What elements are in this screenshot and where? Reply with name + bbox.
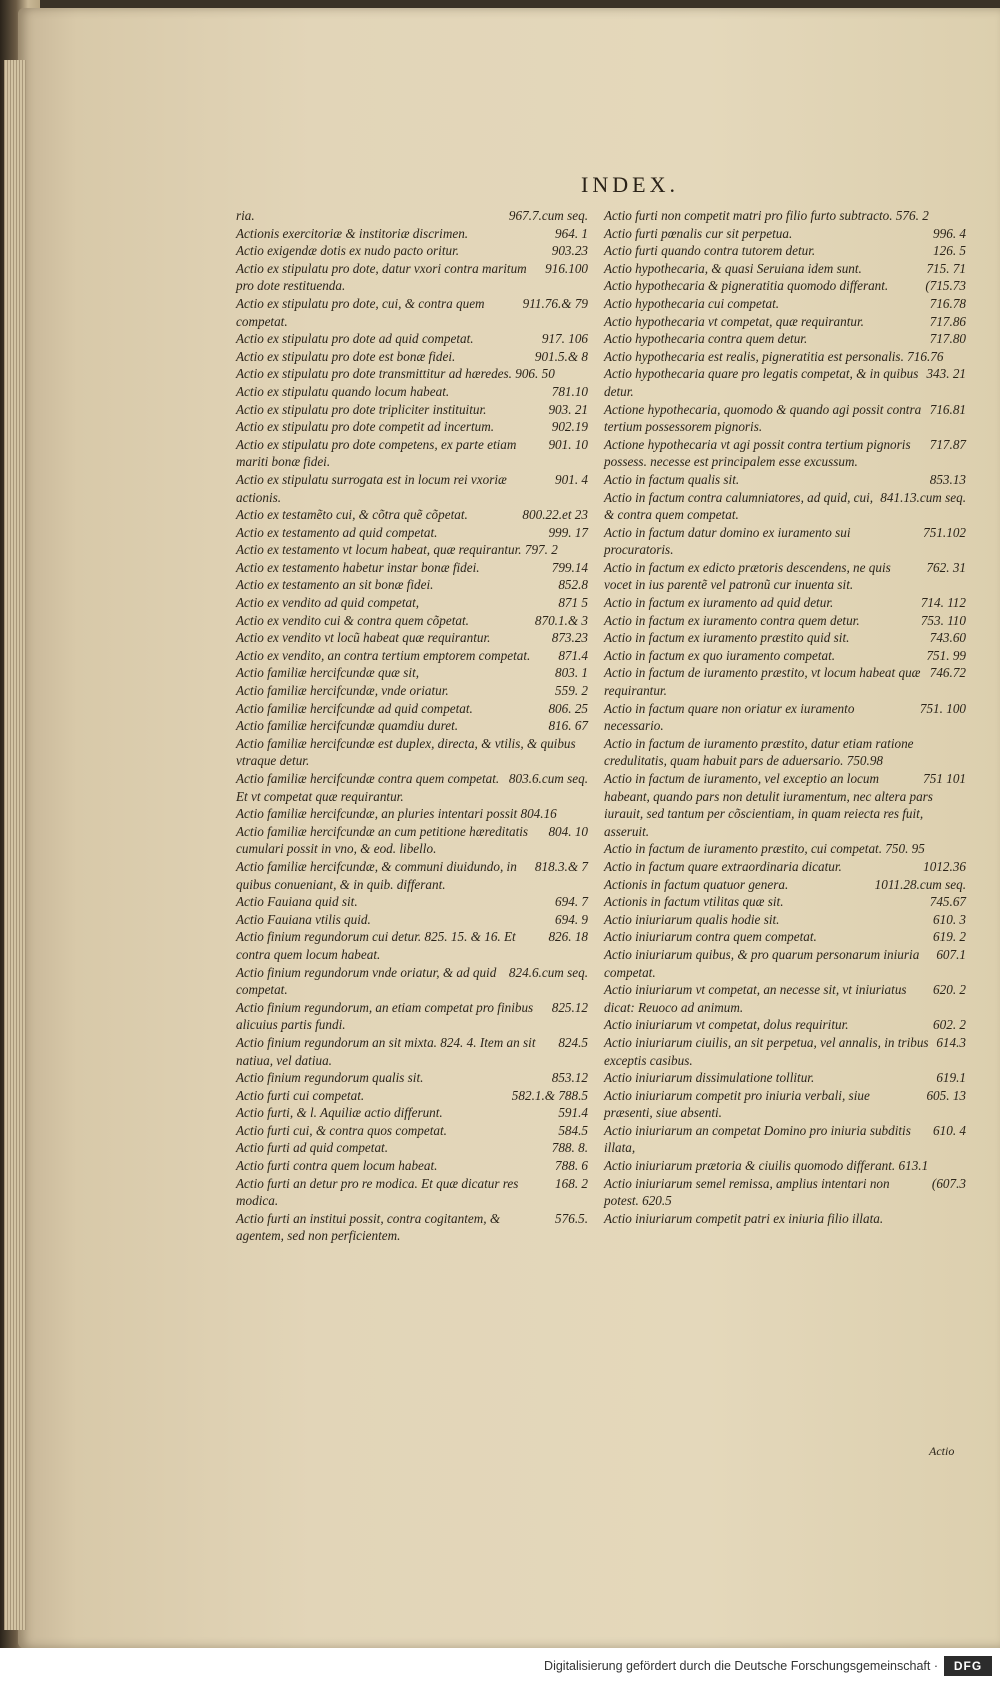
entry-text: Actione hypothecaria, quomodo & quando agi possit contra tertium possessorem pignoris.	[604, 401, 922, 435]
entry-text: Actio iniuriarum dissimulatione tollitur.	[604, 1070, 815, 1086]
entry-text: Actio furti pœnalis cur sit perpetua.	[604, 225, 793, 241]
index-entry	[236, 348, 588, 366]
index-entry	[604, 664, 966, 699]
index-entry	[604, 1210, 966, 1228]
index-entry	[236, 401, 588, 419]
index-entry	[604, 876, 966, 894]
index-entry	[236, 418, 588, 436]
entry-text: Actio ex stipulatu pro dote, cui, & contra quem competat.	[236, 295, 485, 329]
entry-reference: 745.67	[929, 894, 966, 910]
index-entry	[604, 489, 966, 524]
index-entry	[236, 295, 588, 330]
index-entry	[236, 735, 588, 770]
index-entry	[604, 295, 966, 313]
entry-reference: 871.4	[558, 647, 588, 663]
entry-reference: 619.1	[936, 1070, 966, 1086]
entry-reference: 916.100	[545, 260, 588, 276]
entry-reference: 610. 3	[933, 911, 966, 927]
index-entry	[236, 383, 588, 401]
page-stack-edge	[4, 60, 26, 1630]
entry-text: Actio familiæ hercifcundæ quamdiu duret.	[236, 718, 459, 734]
index-entry	[236, 629, 588, 647]
entry-text: Actio Fauiana vtilis quid.	[236, 911, 371, 927]
entry-text: Actio hypothecaria & pigneratitia quomodo differant.	[604, 278, 889, 294]
index-entry	[236, 1034, 588, 1069]
index-entry	[236, 911, 588, 929]
index-entry	[236, 260, 588, 295]
entry-text: Actio ex stipulatu quando locum habeat.	[236, 383, 450, 399]
entry-text: Actio ex vendito cui & contra quem cõpetat.	[236, 612, 469, 628]
index-entry	[236, 1157, 588, 1175]
entry-reference: 168. 2	[555, 1175, 588, 1191]
index-entry	[604, 524, 966, 559]
index-entry	[236, 893, 588, 911]
entry-reference: 126. 5	[933, 243, 966, 259]
entry-text: Actio ex vendito ad quid competat,	[236, 595, 420, 611]
entry-reference: 605. 13	[926, 1087, 966, 1103]
entry-text: Actio ex vendito vt locũ habeat quæ requirantur.	[236, 630, 491, 646]
index-entry	[236, 717, 588, 735]
entry-text: Actio hypothecaria est realis, pigneratitia est personalis. 716.76	[604, 348, 944, 364]
entry-text: Actio familiæ hercifcundæ contra quem competat. Et vt competat quæ requirantur.	[236, 771, 500, 804]
entry-text: Actio ex testamẽto cui, & cõtra quẽ cõpetat.	[236, 507, 468, 523]
entry-reference: 852.8	[558, 577, 588, 593]
entry-text: Actio ex stipulatu pro dote tripliciter instituitur.	[236, 401, 487, 417]
entry-reference: 762. 31	[926, 559, 966, 575]
index-entry	[236, 1210, 588, 1245]
right-index-column	[604, 207, 966, 1227]
entry-text: Actio hypothecaria cui competat.	[604, 295, 780, 311]
index-entry	[236, 242, 588, 260]
entry-text: Actio iniuriarum prætoria & ciuilis quomodo differant. 613.1	[604, 1158, 929, 1174]
left-index-column	[236, 207, 588, 1245]
entry-text: Actio familiæ hercifcundæ ad quid competat.	[236, 700, 473, 716]
index-entry	[236, 225, 588, 243]
entry-text: Actio ex stipulatu pro dote transmittitur ad hæredes. 906. 50	[236, 366, 555, 382]
entry-reference: 619. 2	[933, 929, 966, 945]
entry-text: Actio familiæ hercifcundæ, & communi diuidundo, in quibus conueniant, & in quib. differant.	[236, 858, 517, 892]
index-entry	[236, 823, 588, 858]
index-entry	[236, 524, 588, 542]
entry-text: Actionis in factum vtilitas quæ sit.	[604, 894, 784, 910]
entry-text: Actio ex testamento vt locum habeat, quæ requirantur. 797. 2	[236, 542, 558, 558]
entry-reference: 582.1.& 788.5	[511, 1087, 588, 1103]
entry-text: Actio iniuriarum ciuilis, an sit perpetua, vel annalis, in tribus exceptis casibus.	[604, 1034, 929, 1068]
index-entry	[604, 348, 966, 366]
entry-text: Actio ex stipulatu pro dote competit ad incertum.	[236, 419, 495, 435]
entry-reference: 799.14	[551, 559, 588, 575]
entry-reference: 870.1.& 3	[534, 612, 588, 628]
index-entry	[236, 436, 588, 471]
entry-text: Actio in factum ex iuramento ad quid detur.	[604, 595, 834, 611]
entry-text: Actio ex testamento an sit bonæ fidei.	[236, 577, 434, 593]
entry-text: Actio iniuriarum an competat Domino pro iniuria subditis illata,	[604, 1122, 911, 1156]
entry-text: Actio familiæ hercifcundæ quæ sit,	[236, 665, 420, 681]
index-entry	[604, 313, 966, 331]
index-entry	[236, 541, 588, 559]
entry-reference: 803. 1	[555, 665, 588, 681]
index-entry	[604, 840, 966, 858]
index-entry	[604, 1069, 966, 1087]
entry-text: Actio familiæ hercifcundæ, vnde oriatur.	[236, 683, 449, 699]
entry-reference: 343. 21	[926, 366, 966, 382]
entry-text: Actio iniuriarum vt competat, dolus requiritur.	[604, 1017, 849, 1033]
entry-text: Actionis exercitoriæ & institoriæ discrimen.	[236, 225, 469, 241]
entry-reference: 714. 112	[920, 595, 966, 611]
entry-reference: 591.4	[558, 1105, 588, 1121]
entry-reference: 1012.36	[923, 858, 966, 874]
entry-text: Actio in factum ex quo iuramento competat.	[604, 647, 836, 663]
index-entry	[604, 981, 966, 1016]
entry-text: Actio ex stipulatu pro dote est bonæ fidei.	[236, 348, 456, 364]
entry-reference: 753. 110	[920, 612, 966, 628]
index-entry	[236, 207, 588, 225]
entry-text: Actio iniuriarum contra quem competat.	[604, 929, 817, 945]
entry-text: Actio finium regundorum vnde oriatur, & ad quid competat.	[236, 964, 497, 998]
entry-text: Actio Fauiana quid sit.	[236, 894, 358, 910]
entry-reference: 804. 10	[548, 823, 588, 839]
entry-reference: 610. 4	[933, 1122, 966, 1138]
index-entry	[604, 1016, 966, 1034]
index-entry	[604, 1087, 966, 1122]
entry-text: Actio hypothecaria, & quasi Seruiana idem sunt.	[604, 260, 862, 276]
index-entry	[236, 471, 588, 506]
entry-reference: 559. 2	[555, 683, 588, 699]
index-entry	[604, 225, 966, 243]
entry-reference: 871 5	[558, 595, 588, 611]
index-entry	[604, 770, 966, 840]
entry-reference: 716.78	[929, 295, 966, 311]
index-entry	[604, 700, 966, 735]
entry-reference: 902.19	[551, 419, 588, 435]
index-entry	[604, 1034, 966, 1069]
entry-text: Actio finium regundorum, an etiam competat pro finibus alicuius partis fundi.	[236, 999, 534, 1033]
entry-reference: 803.6.cum seq.	[508, 771, 588, 786]
index-entry	[604, 612, 966, 630]
entry-reference: 716.81	[929, 401, 966, 417]
index-entry	[236, 559, 588, 577]
entry-reference: 873.23	[551, 630, 588, 646]
index-entry	[236, 1104, 588, 1122]
entry-reference: 903. 21	[548, 401, 588, 417]
entry-text: Actio furti an institui possit, contra cogitantem, & agentem, sed non perficientem.	[236, 1210, 501, 1244]
catchword: Actio	[929, 1444, 955, 1458]
entry-reference: 825.12	[551, 999, 588, 1015]
entry-reference: 999. 17	[548, 524, 588, 540]
index-entry	[604, 946, 966, 981]
entry-reference: 746.72	[929, 665, 966, 681]
entry-reference: 788. 8.	[551, 1140, 588, 1156]
entry-reference: 717.80	[929, 331, 966, 347]
entry-text: Actio in factum ex iuramento contra quem detur.	[604, 612, 860, 628]
entry-text: Actio in factum contra calumniatores, ad quid, cui, & contra quem competat.	[604, 489, 874, 523]
index-entry	[236, 858, 588, 893]
entry-reference: (607.3	[931, 1175, 966, 1191]
entry-reference: 751.102	[923, 524, 966, 540]
entry-reference: 788. 6	[555, 1158, 588, 1174]
entry-text: Actio familiæ hercifcundæ, an pluries intentari possit 804.16	[236, 806, 557, 822]
entry-reference: 967.7.cum seq.	[508, 208, 588, 223]
entry-text: Actio hypothecaria quare pro legatis competat, & in quibus detur.	[604, 366, 919, 399]
index-entry	[604, 1157, 966, 1175]
entry-text: Actio in factum ex iuramento præstito quid sit.	[604, 630, 850, 646]
index-entry	[604, 471, 966, 489]
entry-reference: 964. 1	[555, 225, 588, 241]
entry-text: Actio familiæ hercifcundæ est duplex, directa, & vtilis, & quibus vtraque detur.	[236, 735, 576, 769]
entry-reference: 781.10	[551, 383, 588, 399]
entry-text: Actio in factum quare non oriatur ex iuramento necessario.	[604, 700, 855, 734]
entry-reference: 743.60	[929, 630, 966, 646]
index-entry	[604, 1122, 966, 1157]
index-entry	[604, 401, 966, 436]
index-entry	[236, 1069, 588, 1087]
entry-reference: 751. 99	[926, 647, 966, 663]
entry-text: Actio iniuriarum quibus, & pro quarum personarum iniuria competat.	[604, 946, 920, 980]
entry-reference: 717.87	[929, 436, 966, 452]
entry-text: Actio hypothecaria contra quem detur.	[604, 331, 808, 347]
entry-reference: 806. 25	[548, 700, 588, 716]
entry-text: Actio familiæ hercifcundæ an cum petitione hæreditatis cumulari possit in vno, & eod. libello.	[236, 823, 529, 857]
entry-text: Actio in factum de iuramento præstito, vt locum habeat quæ requirantur.	[604, 665, 921, 699]
entry-reference: 584.5	[558, 1122, 588, 1138]
index-entry	[604, 242, 966, 260]
entry-reference: 715. 71	[926, 260, 966, 276]
entry-reference: 911.76.& 79	[522, 295, 588, 311]
index-entry	[236, 506, 588, 524]
entry-reference: 751. 100	[919, 700, 966, 716]
index-entry	[236, 1139, 588, 1157]
entry-text: Actio in factum qualis sit.	[604, 471, 740, 487]
index-entry	[236, 594, 588, 612]
index-entry	[604, 260, 966, 278]
index-entry	[236, 682, 588, 700]
entry-text: Actio in factum quare extraordinaria dicatur.	[604, 858, 842, 874]
entry-text: Actio ex stipulatu surrogata est in locum rei vxoriæ actionis.	[236, 471, 507, 505]
entry-text: Actio finium regundorum an sit mixta. 824. 4. Item an sit natiua, vel datiua.	[236, 1034, 536, 1068]
entry-reference: 824.6.cum seq.	[508, 964, 588, 980]
entry-text: Actio furti quando contra tutorem detur.	[604, 243, 816, 259]
entry-reference: 620. 2	[933, 982, 966, 998]
entry-reference: 694. 9	[555, 911, 588, 927]
index-entry	[236, 576, 588, 594]
index-entry	[604, 436, 966, 471]
entry-text: Actio ex vendito, an contra tertium emptorem competat.	[236, 647, 531, 663]
dfg-logo: DFG	[944, 1656, 992, 1676]
entry-text: Actio furti non competit matri pro filio furto subtracto. 576. 2	[604, 208, 929, 223]
entry-reference: 800.22.et 23	[522, 507, 588, 523]
entry-reference: 694. 7	[555, 894, 588, 910]
index-entry	[604, 330, 966, 348]
index-entry	[604, 735, 966, 770]
entry-text: ria.	[236, 208, 255, 223]
index-entry	[236, 647, 588, 665]
index-entry	[236, 664, 588, 682]
entry-text: Actio in factum de iuramento præstito, datur etiam ratione credulitatis, quam habuit pars de aduersario. 750.98	[604, 735, 914, 769]
entry-reference: 1011.28.cum seq.	[874, 876, 966, 892]
entry-text: Actio furti contra quem locum habeat.	[236, 1158, 438, 1174]
index-entry	[604, 1175, 966, 1210]
index-entry	[236, 1175, 588, 1210]
entry-reference: 903.23	[551, 243, 588, 259]
entry-text: Actio finium regundorum qualis sit.	[236, 1070, 424, 1086]
index-entry	[236, 964, 588, 999]
index-entry	[236, 612, 588, 630]
entry-text: Actio furti cui, & contra quos competat.	[236, 1122, 447, 1138]
entry-text: Actio in factum de iuramento præstito, cui competat. 750. 95	[604, 841, 925, 857]
index-entry	[604, 365, 966, 400]
index-entry	[236, 1122, 588, 1140]
entry-reference: (715.73	[925, 278, 966, 294]
entry-reference: 824.5	[558, 1034, 588, 1050]
entry-reference: 818.3.& 7	[534, 858, 588, 874]
footer-credit: Digitalisierung gefördert durch die Deutsche Forschungsgemeinschaft ·	[544, 1659, 938, 1673]
entry-text: Actio furti an detur pro re modica. Et quæ dicatur res modica.	[236, 1175, 519, 1209]
entry-text: Actio furti, & l. Aquiliæ actio differunt.	[236, 1105, 443, 1121]
entry-text: Actio in factum ex edicto prætoris descendens, ne quis vocet in ius parentẽ vel patronũ cur inuenta sit.	[604, 559, 891, 593]
entry-reference: 607.1	[936, 946, 966, 962]
entry-reference: 816. 67	[548, 718, 588, 734]
entry-reference: 853.12	[551, 1070, 588, 1086]
entry-text: Actio iniuriarum vt competat, an necesse sit, vt iniuriatus dicat: Reuoco ad animum.	[604, 982, 907, 1015]
index-entry	[236, 330, 588, 348]
index-entry	[604, 559, 966, 594]
index-entry	[604, 893, 966, 911]
index-entry	[236, 928, 588, 963]
index-entry	[604, 858, 966, 876]
entry-text: Actio in factum de iuramento, vel exceptio an locum habeant, quando pars non detulit iuramentum, nec altera pars iurauit, sed tantum per cõscientiam, in quam reiecta res fuit, asseruit.	[604, 771, 933, 839]
entry-text: Actio hypothecaria vt competat, quæ requirantur.	[604, 313, 864, 329]
entry-text: Actio furti cui competat.	[236, 1087, 365, 1103]
entry-reference: 826. 18	[548, 929, 588, 945]
entry-text: Actione hypothecaria vt agi possit contra tertium pignoris possess. necesse est principalem esse excussum.	[604, 436, 911, 470]
entry-text: Actio in factum datur domino ex iuramento sui procuratoris.	[604, 524, 851, 558]
entry-reference: 901. 10	[548, 436, 588, 452]
entry-text: Actio ex stipulatu pro dote competens, ex parte etiam mariti bonæ fidei.	[236, 436, 517, 470]
entry-reference: 996. 4	[933, 225, 966, 241]
entry-text: Actio iniuriarum competit pro iniuria verbali, siue præsenti, siue absenti.	[604, 1087, 870, 1121]
index-entry	[236, 700, 588, 718]
index-entry	[236, 365, 588, 383]
index-entry	[604, 911, 966, 929]
entry-text: Actio furti ad quid competat.	[236, 1140, 389, 1156]
entry-reference: 614.3	[936, 1034, 966, 1050]
entry-text: Actio iniuriarum qualis hodie sit.	[604, 911, 780, 927]
entry-text: Actio iniuriarum semel remissa, amplius intentari non potest. 620.5	[604, 1175, 890, 1209]
entry-reference: 841.13.cum seq.	[880, 489, 966, 505]
entry-reference: 751 101	[923, 771, 966, 786]
index-entry	[236, 805, 588, 823]
entry-text: Actio exigendæ dotis ex nudo pacto oritur.	[236, 243, 460, 259]
index-entry	[604, 594, 966, 612]
entry-text: Actio ex testamento ad quid competat.	[236, 524, 438, 540]
entry-text: Actio ex testamento habetur instar bonæ fidei.	[236, 559, 480, 575]
index-entry	[236, 770, 588, 805]
entry-reference: 901.5.& 8	[534, 348, 588, 364]
entry-text: Actio ex stipulatu pro dote, datur vxori contra maritum pro dote restituenda.	[236, 260, 527, 294]
index-entry	[604, 629, 966, 647]
entry-reference: 717.86	[929, 313, 966, 329]
entry-reference: 576.5.	[555, 1210, 588, 1226]
page-header: INDEX.	[581, 172, 679, 197]
entry-reference: 901. 4	[555, 471, 588, 487]
index-entry	[604, 277, 966, 295]
index-entry	[236, 999, 588, 1034]
index-entry	[236, 1087, 588, 1105]
entry-text: Actionis in factum quatuor genera.	[604, 876, 789, 892]
entry-text: Actio finium regundorum cui detur. 825. 15. & 16. Et contra quem locum habeat.	[236, 929, 516, 962]
digitization-footer	[0, 1648, 1000, 1685]
entry-reference: 602. 2	[933, 1017, 966, 1033]
index-entry	[604, 928, 966, 946]
entry-reference: 853.13	[929, 471, 966, 487]
index-entry	[604, 647, 966, 665]
entry-text: Actio iniuriarum competit patri ex iniuria filio illata.	[604, 1210, 884, 1226]
entry-reference: 917. 106	[541, 331, 588, 347]
index-entry	[604, 207, 966, 225]
entry-text: Actio ex stipulatu pro dote ad quid competat.	[236, 331, 474, 347]
